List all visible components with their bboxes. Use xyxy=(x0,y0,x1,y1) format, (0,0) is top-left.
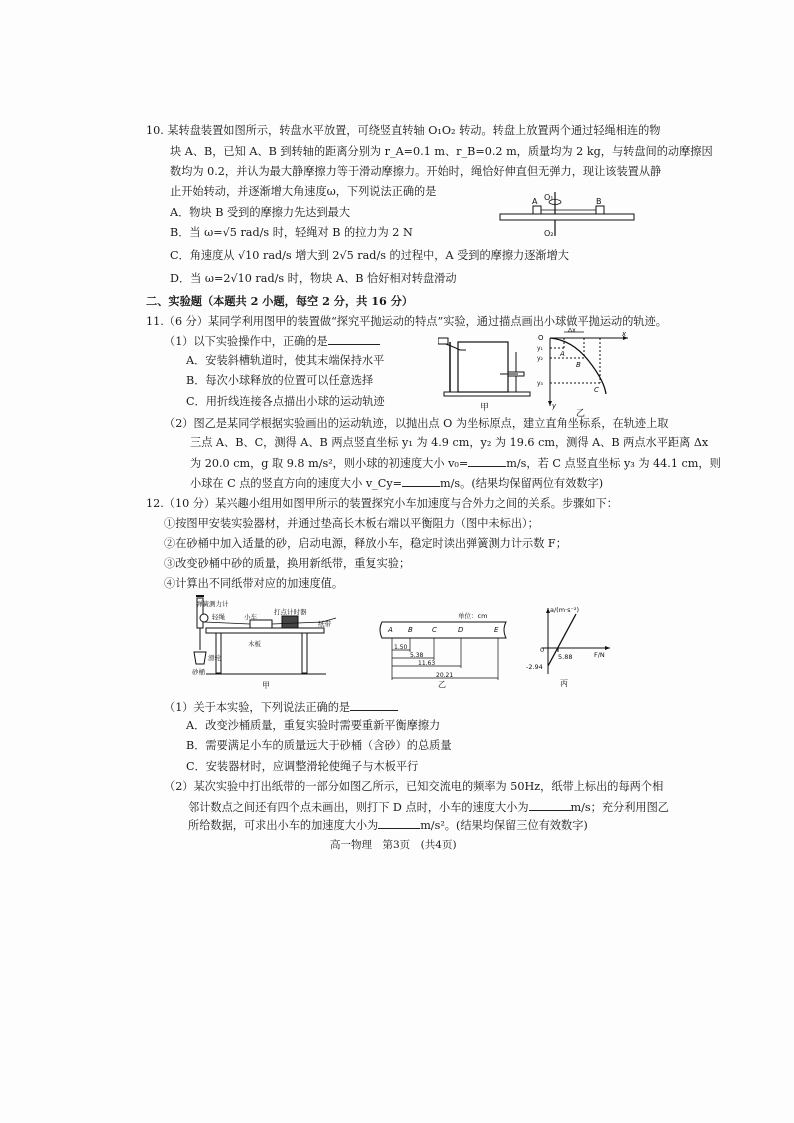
q12-step3: ③改变砂桶中砂的质量，换用新纸带，重复实验； xyxy=(164,557,411,570)
trajectory-point-b: B xyxy=(576,361,581,369)
cart-fig-tape-label: 纸带 xyxy=(318,620,331,628)
tape-point-b: B xyxy=(408,626,413,634)
q12-part1-blank[interactable] xyxy=(350,700,398,711)
trajectory-point-a: A xyxy=(560,350,565,358)
cart-fig-spring-label: 弹簧测力计 xyxy=(196,600,229,608)
q12-acceleration-blank[interactable] xyxy=(378,818,420,829)
q11-option-b: B．每次小球释放的位置可以任意选择 xyxy=(186,374,374,387)
trajectory-figure xyxy=(532,328,632,418)
graph-y-intercept: -2.94 xyxy=(526,663,543,671)
cart-fig-board-label: 木板 xyxy=(248,640,261,648)
q12-part2-line1: （2）某次实验中打出纸带的一部分如图乙所示，已知交流电的频率为 50Hz，纸带上标出的每两个相 xyxy=(164,780,664,793)
turntable-label-o1: O₁ xyxy=(544,193,554,202)
graph-origin: 0 xyxy=(540,646,545,654)
turntable-label-a: A xyxy=(532,197,538,206)
trajectory-y1-label: y₁ xyxy=(537,345,543,352)
tape-distance-4: 20.21 xyxy=(436,672,454,679)
trajectory-dx-label: Δx xyxy=(568,328,576,334)
q12-option-c: C．安装器材时，应调整滑轮使绳子与木板平行 xyxy=(186,760,419,773)
tape-fig-caption: 乙 xyxy=(438,680,446,688)
q11-stem: 11.（6 分）某同学利用图甲的装置做“探究平抛运动的特点”实验，通过描点画出小球做平抛运动的轨迹。 xyxy=(146,315,667,328)
graph-xlabel: F/N xyxy=(594,651,605,659)
q12-option-a: A．改变沙桶质量，重复实验时需要重新平衡摩擦力 xyxy=(186,719,441,732)
turntable-figure xyxy=(498,190,638,242)
tape-point-e: E xyxy=(494,626,499,634)
q11-option-a: A．安装斜槽轨道时，使其末端保持水平 xyxy=(186,354,385,367)
q12-option-b: B．需要满足小车的质量远大于砂桶（含砂）的总质量 xyxy=(186,739,452,752)
trajectory-y-label: y xyxy=(552,402,557,410)
q12-stem: 12.（10 分）某兴趣小组用如图甲所示的装置探究小车加速度与合外力之间的关系。步骤如下： xyxy=(146,497,618,510)
trajectory-y3-label: y₃ xyxy=(537,380,543,387)
q11-part2-line2: 三点 A、B、C，测得 A、B 两点竖直坐标 y₁ 为 4.9 cm，y₂ 为 19.6 cm，测得 A、B 两点水平距离 Δx xyxy=(190,436,709,449)
section-heading: 二、实验题（本题共 2 小题，每空 2 分，共 16 分） xyxy=(146,294,414,308)
q10-stem-line4: 止开始转动，并逐渐增大角速度ω，下列说法正确的是 xyxy=(170,185,437,198)
q12-part2-line3: 所给数据，可求出小车的加速度大小为 m/s²。(结果均保留三位有效数字) xyxy=(188,819,588,832)
tape-point-c: C xyxy=(432,626,437,634)
q10-stem-line2: 块 A、B，已知 A、B 到转轴的距离分别为 r_A=0.1 m、r_B=0.2 m，质量均为 2 kg，与转盘间的动摩擦因 xyxy=(170,145,713,158)
q11-part2-line1: （2）图乙是某同学根据实验画出的运动轨迹，以抛出点 O 为坐标原点，建立直角坐标系，在轨迹上取 xyxy=(164,417,669,430)
q11-vcy-blank[interactable] xyxy=(402,476,440,487)
q12-step4: ④计算出不同纸带对应的加速度值。 xyxy=(164,577,344,590)
q11-v0-blank[interactable] xyxy=(468,456,506,467)
q12-velocity-blank[interactable] xyxy=(529,800,571,811)
q10-stem-line3: 数均为 0.2，并认为最大静摩擦力等于滑动摩擦力。开始时，绳恰好伸直但无弹力，现让该装置从静 xyxy=(170,165,662,178)
graph-ylabel: a/(m·s⁻²) xyxy=(550,606,580,614)
trajectory-x-label: x xyxy=(622,330,627,338)
q10-stem-line1: 10. 某转盘装置如图所示，转盘水平放置，可绕竖直转轴 O₁O₂ 转动。转盘上放置两个通过轻绳相连的物 xyxy=(146,124,661,137)
cart-fig-rope-label: 轻绳 xyxy=(212,613,225,621)
trajectory-point-c: C xyxy=(594,386,599,394)
q10-option-a: A．物块 B 受到的摩擦力先达到最大 xyxy=(170,206,351,219)
cart-fig-caption: 甲 xyxy=(262,681,270,690)
turntable-label-o2: O₂ xyxy=(544,229,554,238)
cart-fig-car-label: 小车 xyxy=(244,613,257,621)
cart-fig-timer-label: 打点计时器 xyxy=(274,608,307,616)
q12-part1: （1）关于本实验，下列说法正确的是 xyxy=(164,700,398,715)
tape-unit-label: 单位：cm xyxy=(458,612,488,620)
trajectory-fig-caption: 乙 xyxy=(576,409,586,418)
tape-distance-3: 11.63 xyxy=(418,660,436,667)
projectile-apparatus-figure xyxy=(438,332,532,416)
turntable-label-b: B xyxy=(596,197,602,206)
q12-step1: ①按图甲安装实验器材，并通过垫高长木板右端以平衡阻力（图中未标出）； xyxy=(164,517,539,530)
cart-apparatus-figure xyxy=(186,594,346,690)
projectile-fig-caption: 甲 xyxy=(480,403,490,413)
graph-fig-caption: 丙 xyxy=(560,679,568,688)
cart-fig-bucket-label: 砂桶 xyxy=(192,668,205,676)
tape-distance-1: 1.50 xyxy=(394,644,408,651)
q10-option-b: B．当 ω=√5 rad/s 时，轻绳对 B 的拉力为 2 N xyxy=(170,226,413,239)
q11-part2-line4: 小球在 C 点的竖直方向的速度大小 v_Cy= m/s。(结果均保留两位有效数字) xyxy=(190,477,604,490)
paper-tape-figure xyxy=(376,612,510,688)
tape-point-a: A xyxy=(388,626,393,634)
q11-option-c: C．用折线连接各点描出小球的运动轨迹 xyxy=(186,395,385,408)
graph-x-intercept: 5.88 xyxy=(558,653,573,661)
tape-point-d: D xyxy=(458,626,464,634)
q10-option-c: C．角速度从 √10 rad/s 增大到 2√5 rad/s 的过程中，A 受到的摩擦力逐渐增大 xyxy=(170,249,569,262)
page-footer: 高一物理 第3页 (共4页) xyxy=(330,839,457,851)
q11-part2-line3: 为 20.0 cm，g 取 9.8 m/s²，则小球的初速度大小 v₀= m/s，若 C 点竖直坐标 y₃ 为 44.1 cm，则 xyxy=(190,457,721,470)
q12-part2-line2: 邻计数点之间还有四个点未画出，则打下 D 点时，小车的速度大小为 m/s；充分利用图乙 xyxy=(188,801,669,814)
trajectory-origin-label: O xyxy=(538,334,544,342)
cart-fig-pulley-label: 滑轮 xyxy=(208,654,221,662)
q11-part1: （1）以下实验操作中，正确的是 xyxy=(164,334,380,349)
q11-part1-blank[interactable] xyxy=(328,334,380,345)
q12-step2: ②在砂桶中加入适量的砂，启动电源，释放小车，稳定时读出弹簧测力计示数 F； xyxy=(164,537,567,550)
trajectory-y2-label: y₂ xyxy=(537,355,543,362)
tape-distance-2: 5.38 xyxy=(410,652,424,659)
a-f-graph-figure xyxy=(524,604,614,688)
q10-option-d: D．当 ω=2√10 rad/s 时，物块 A、B 恰好相对转盘滑动 xyxy=(170,272,457,285)
